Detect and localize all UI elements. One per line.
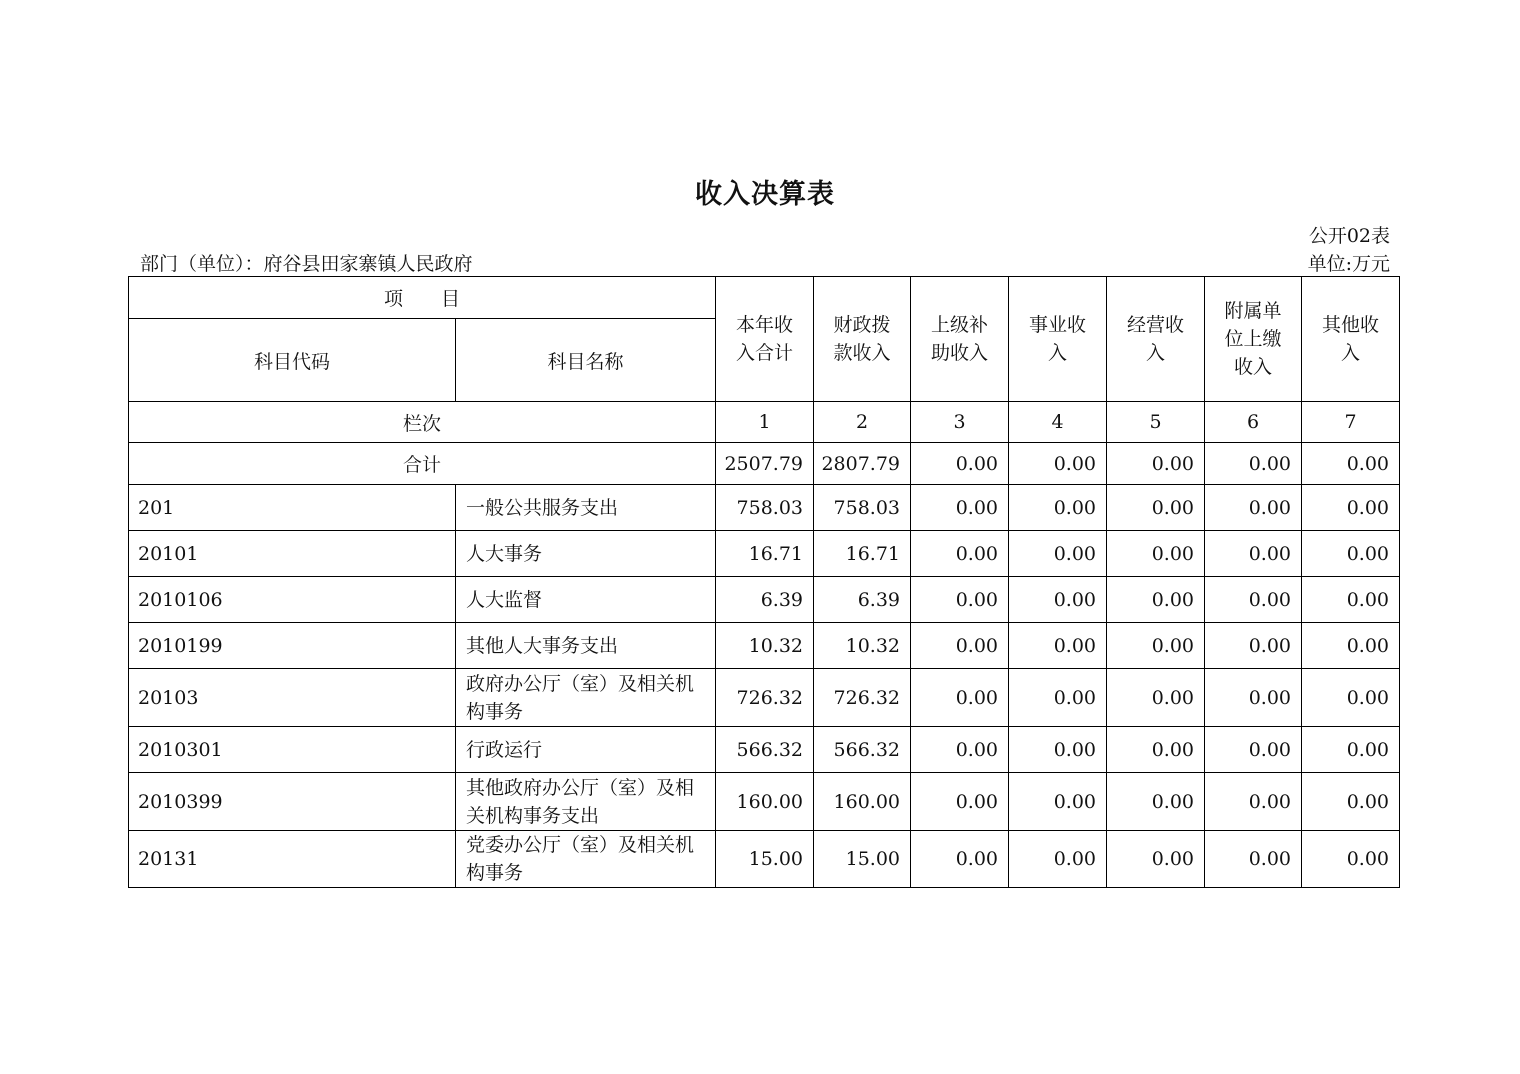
amount-cell: 16.71 [814,531,911,577]
table-row [129,669,1400,727]
amount-cell: 0.00 [1009,485,1107,531]
subject-code: 2010199 [129,623,456,669]
amount-cell: 0.00 [1107,773,1205,831]
amount-cell: 758.03 [716,485,814,531]
amount-cell: 0.00 [1009,577,1107,623]
header-col5: 经营收入 [1107,277,1205,402]
table-row [129,727,1400,773]
amount-cell: 15.00 [814,831,911,888]
table-row [129,485,1400,531]
header-item: 项 目 [129,277,716,319]
header-col7: 其他收入 [1302,277,1400,402]
amount-cell: 0.00 [1107,727,1205,773]
header-col1: 本年收入合计 [716,277,814,402]
seq-cell: 5 [1107,402,1205,443]
seq-label: 栏次 [129,402,716,443]
amount-cell: 15.00 [716,831,814,888]
amount-cell: 6.39 [814,577,911,623]
amount-cell: 0.00 [1009,773,1107,831]
seq-cell: 2 [814,402,911,443]
data-rows [129,485,1400,888]
unit-label: 单位:万元 [1307,253,1390,275]
header-name: 科目名称 [456,319,716,402]
amount-cell: 0.00 [1205,531,1302,577]
seq-cell: 3 [911,402,1009,443]
amount-cell: 726.32 [716,669,814,727]
amount-cell: 0.00 [1205,669,1302,727]
income-table-container [128,276,1400,888]
amount-cell: 758.03 [814,485,911,531]
subject-name: 政府办公厅（室）及相关机构事务 [456,669,716,727]
amount-cell: 0.00 [1302,485,1400,531]
subject-code: 2010399 [129,773,456,831]
amount-cell: 566.32 [814,727,911,773]
amount-cell: 10.32 [716,623,814,669]
total-value: 0.00 [1009,443,1107,485]
amount-cell: 0.00 [1205,577,1302,623]
seq-row [129,402,1400,443]
total-value: 0.00 [911,443,1009,485]
form-number: 公开02表 [1308,225,1390,247]
amount-cell: 16.71 [716,531,814,577]
amount-cell: 0.00 [911,623,1009,669]
amount-cell: 0.00 [911,531,1009,577]
amount-cell: 0.00 [1107,623,1205,669]
amount-cell: 0.00 [1009,623,1107,669]
header-col3: 上级补助收入 [911,277,1009,402]
income-table [128,276,1400,888]
subject-name: 人大监督 [456,577,716,623]
amount-cell: 0.00 [911,727,1009,773]
seq-cell: 7 [1302,402,1400,443]
table-row [129,531,1400,577]
table-row [129,831,1400,888]
amount-cell: 0.00 [1205,773,1302,831]
amount-cell: 0.00 [1205,485,1302,531]
amount-cell: 0.00 [911,485,1009,531]
amount-cell: 0.00 [1302,623,1400,669]
amount-cell: 0.00 [1302,531,1400,577]
total-value: 2507.79 [716,443,814,485]
subject-code: 20101 [129,531,456,577]
subject-code: 201 [129,485,456,531]
total-row [129,443,1400,485]
amount-cell: 0.00 [1302,669,1400,727]
amount-cell: 0.00 [1205,623,1302,669]
subject-code: 2010106 [129,577,456,623]
header-col2: 财政拨款收入 [814,277,911,402]
amount-cell: 0.00 [1107,531,1205,577]
amount-cell: 0.00 [1107,831,1205,888]
department-label: 部门（单位）：府谷县田家寨镇人民政府 [140,253,473,275]
amount-cell: 0.00 [1107,485,1205,531]
subject-code: 20131 [129,831,456,888]
amount-cell: 6.39 [716,577,814,623]
amount-cell: 0.00 [1009,831,1107,888]
subject-code: 20103 [129,669,456,727]
table-row [129,623,1400,669]
header-col6: 附属单位上缴收入 [1205,277,1302,402]
amount-cell: 0.00 [1009,727,1107,773]
subject-name: 党委办公厅（室）及相关机构事务 [456,831,716,888]
table-row [129,773,1400,831]
amount-cell: 0.00 [911,831,1009,888]
subject-code: 2010301 [129,727,456,773]
subject-name: 其他人大事务支出 [456,623,716,669]
amount-cell: 10.32 [814,623,911,669]
amount-cell: 0.00 [1302,773,1400,831]
subject-name: 其他政府办公厅（室）及相关机构事务支出 [456,773,716,831]
amount-cell: 0.00 [1302,831,1400,888]
amount-cell: 0.00 [1107,669,1205,727]
table-row [129,577,1400,623]
amount-cell: 0.00 [911,773,1009,831]
amount-cell: 160.00 [814,773,911,831]
amount-cell: 726.32 [814,669,911,727]
subject-name: 行政运行 [456,727,716,773]
amount-cell: 160.00 [716,773,814,831]
seq-cell: 4 [1009,402,1107,443]
total-value: 0.00 [1205,443,1302,485]
amount-cell: 0.00 [1205,831,1302,888]
total-value: 0.00 [1107,443,1205,485]
amount-cell: 0.00 [911,577,1009,623]
total-value: 0.00 [1302,443,1400,485]
amount-cell: 0.00 [1302,577,1400,623]
amount-cell: 0.00 [1107,577,1205,623]
amount-cell: 566.32 [716,727,814,773]
amount-cell: 0.00 [1009,669,1107,727]
amount-cell: 0.00 [911,669,1009,727]
amount-cell: 0.00 [1205,727,1302,773]
subject-name: 人大事务 [456,531,716,577]
seq-cell: 6 [1205,402,1302,443]
amount-cell: 0.00 [1302,727,1400,773]
total-label: 合计 [129,443,716,485]
page-title: 收入决算表 [695,179,835,210]
header-code: 科目代码 [129,319,456,402]
header-col4: 事业收入 [1009,277,1107,402]
amount-cell: 0.00 [1009,531,1107,577]
subject-name: 一般公共服务支出 [456,485,716,531]
seq-cell: 1 [716,402,814,443]
total-value: 2807.79 [814,443,911,485]
